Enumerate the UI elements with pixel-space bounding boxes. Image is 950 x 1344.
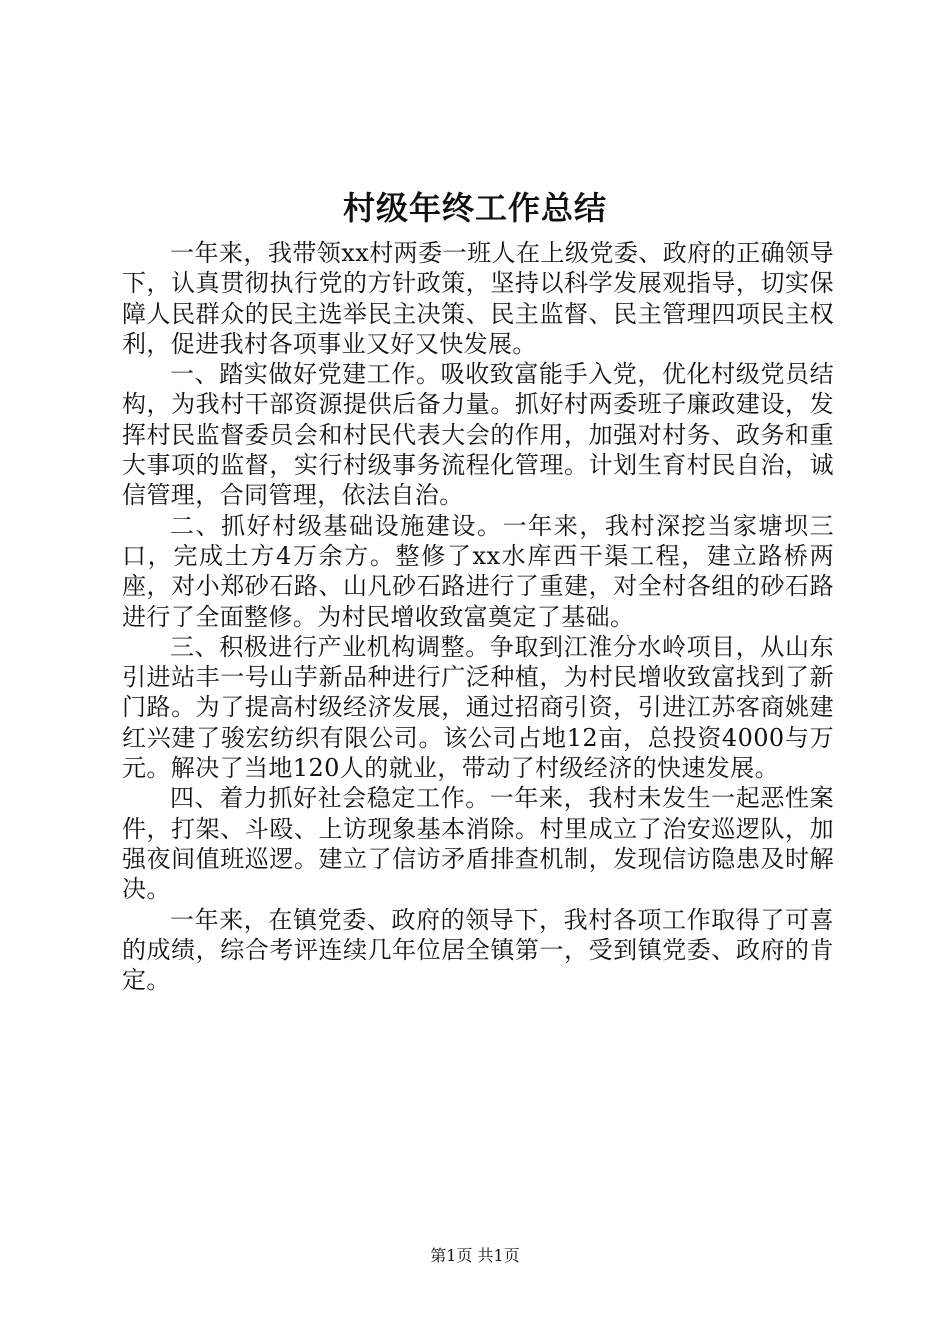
paragraph-conclusion: 一年来，在镇党委、政府的领导下，我村各项工作取得了可喜的成绩，综合考评连续几年位居全镇第一，受到镇党委、政府的肯定。 [122,905,834,995]
paragraph-social-stability: 四、着力抓好社会稳定工作。一年来，我村未发生一起恶性案件，打架、斗殴、上访现象基本消除。村里成立了治安巡逻队，加强夜间值班巡逻。建立了信访矛盾排查机制，发现信访隐患及时解决。 [122,784,834,904]
document-body [122,238,834,995]
paragraph-infrastructure: 二、抓好村级基础设施建设。一年来，我村深挖当家塘坝三口，完成土方4万余方。整修了xx水库西干渠工程，建立路桥两座，对小郑砂石路、山凡砂石路进行了重建，对全村各组的砂石路进行了全面整修。为村民增收致富奠定了基础。 [122,511,834,631]
paragraph-party-building: 一、踏实做好党建工作。吸收致富能手入党，优化村级党员结构，为我村干部资源提供后备力量。抓好村两委班子廉政建设，发挥村民监督委员会和村民代表大会的作用，加强对村务、政务和重大事项的监督，实行村级事务流程化管理。计划生育村民自治，诚信管理，合同管理，依法自治。 [122,360,834,510]
paragraph-industry: 三、积极进行产业机构调整。争取到江淮分水岭项目，从山东引进站丰一号山芋新品种进行广泛种植，为村民增收致富找到了新门路。为了提高村级经济发展，通过招商引资，引进江苏客商姚建红兴建了骏宏纺织有限公司。该公司占地12亩，总投资4000与万元。解决了当地120人的就业，带动了村级经济的快速发展。 [122,632,834,783]
paragraph-intro: 一年来，我带领xx村两委一班人在上级党委、政府的正确领导下，认真贯彻执行党的方针政策，坚持以科学发展观指导，切实保障人民群众的民主选举民主决策、民主监督、民主管理四项民主权利，促进我村各项事业又好又快发展。 [122,239,834,358]
page-footer: 第1页 共1页 [430,1246,520,1265]
document-title: 村级年终工作总结 [342,189,607,227]
